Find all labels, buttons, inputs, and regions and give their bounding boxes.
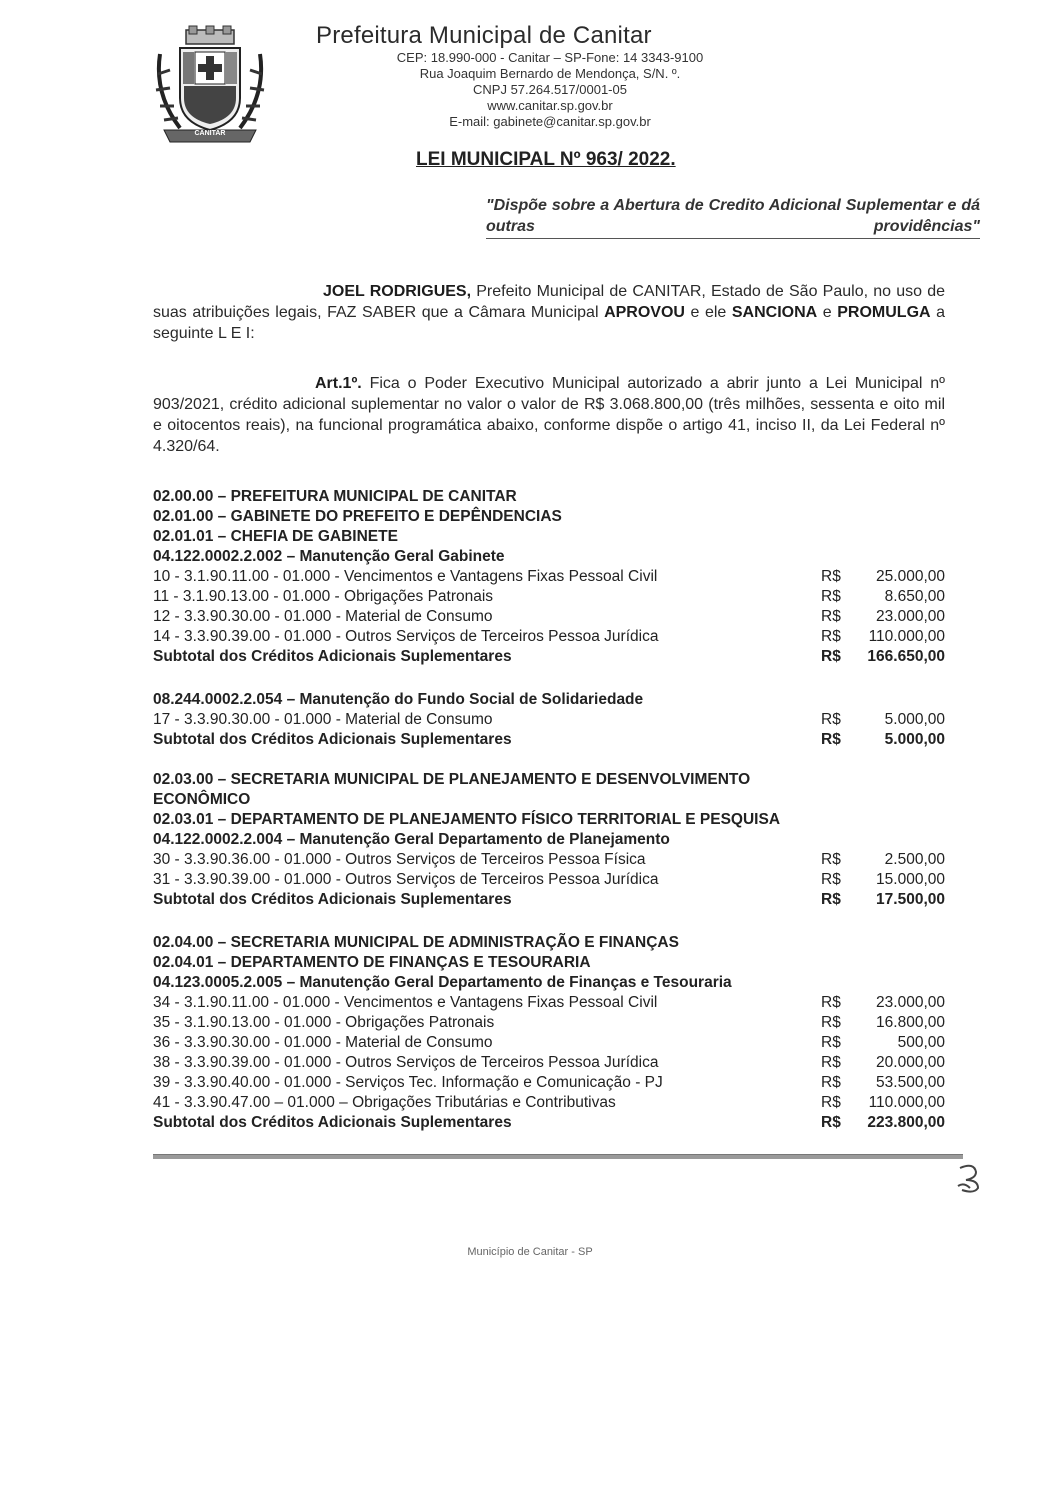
intro-text-4: a seguinte L E I: <box>153 304 946 342</box>
subtotal-value: 166.650,00 <box>867 648 945 665</box>
intro-text-3: e <box>817 304 838 321</box>
subtotal-label: Subtotal dos Créditos Adicionais Suplementares <box>153 1114 512 1131</box>
row-description: 35 - 3.1.90.13.00 - 01.000 - Obrigações Patronais <box>153 1014 495 1031</box>
signature-icon <box>950 1160 986 1196</box>
budget-row <box>153 627 945 647</box>
group-2-heading: 08.244.0002.2.054 – Manutenção do Fundo Social de Solidariedade <box>153 691 644 708</box>
row-value: 23.000,00 <box>876 994 945 1011</box>
group-1-heading: 04.122.0002.2.002 – Manutenção Geral Gabinete <box>153 548 505 565</box>
row-value: 25.000,00 <box>876 568 945 585</box>
page-bottom-divider <box>153 1154 963 1159</box>
article-1-label: Art.1º. <box>315 375 362 392</box>
row-value: 15.000,00 <box>876 871 945 888</box>
group-3-heading: 02.03.01 – DEPARTAMENTO DE PLANEJAMENTO FÍSICO TERRITORIAL E PESQUISA <box>153 811 781 828</box>
initials-mark <box>950 1160 986 1196</box>
row-description: 17 - 3.3.90.30.00 - 01.000 - Material de Consumo <box>153 711 493 728</box>
budget-group-2 <box>153 690 945 750</box>
row-description: 34 - 3.1.90.11.00 - 01.000 - Vencimentos e Vantagens Fixas Pessoal Civil <box>153 994 658 1011</box>
row-currency: R$ <box>821 994 841 1011</box>
intro-text-2: e ele <box>684 304 732 321</box>
subtotal-row <box>153 1113 945 1133</box>
header-address: Rua Joaquim Bernardo de Mendonça, S/N. º. <box>419 66 681 81</box>
intro-text-1: Prefeito Municipal de CANITAR, Estado de São Paulo, no uso de suas atribuições legais, FAZ SABER que a Câmara Municipal <box>153 283 945 321</box>
row-currency: R$ <box>821 608 841 625</box>
row-currency: R$ <box>821 568 841 585</box>
subtotal-label: Subtotal dos Créditos Adicionais Suplementares <box>153 891 512 908</box>
header-cep: CEP: 18.990-000 - Canitar – SP-Fone: 14 3343-9100 <box>396 50 704 65</box>
budget-row <box>153 850 945 870</box>
ementa: "Dispõe sobre a Abertura de Credito Adicional Suplementar e dá outras providências" <box>486 197 980 235</box>
subtotal-value: 223.800,00 <box>867 1114 945 1131</box>
row-value: 23.000,00 <box>876 608 945 625</box>
group-1-heading: 02.01.00 – GABINETE DO PREFEITO E DEPÊNDENCIAS <box>153 508 562 525</box>
budget-group-4 <box>153 933 945 1133</box>
row-currency: R$ <box>821 1114 841 1131</box>
law-title: LEI MUNICIPAL Nº 963/ 2022. <box>416 149 676 170</box>
row-currency: R$ <box>821 891 841 908</box>
budget-row <box>153 870 945 890</box>
budget-group-3 <box>153 770 945 910</box>
row-description: 36 - 3.3.90.30.00 - 01.000 - Material de Consumo <box>153 1034 493 1051</box>
row-currency: R$ <box>821 731 841 748</box>
group-3-heading: 04.122.0002.2.004 – Manutenção Geral Departamento de Planejamento <box>153 831 670 848</box>
group-4-heading: 02.04.00 – SECRETARIA MUNICIPAL DE ADMINISTRAÇÃO E FINANÇAS <box>153 934 679 951</box>
subtotal-label: Subtotal dos Créditos Adicionais Suplementares <box>153 648 512 665</box>
row-currency: R$ <box>821 1014 841 1031</box>
row-currency: R$ <box>821 1094 841 1111</box>
row-currency: R$ <box>821 851 841 868</box>
article-1-text: Fica o Poder Executivo Municipal autorizado a abrir junto a Lei Municipal nº 903/2021, crédito adicional suplementar no valor o valor de R$ 3.068.800,00 (três milhões, sessenta e oito mil e oitocentos reais), na funcional programática abaixo, conforme dispõe o artigo 41, inciso II, da Lei Federal nº 4.320/64. <box>153 375 945 455</box>
budget-row <box>153 1073 945 1093</box>
promulga-word: PROMULGA <box>837 304 931 321</box>
header-cnpj: CNPJ 57.264.517/0001-05 <box>473 82 627 97</box>
header-email: E-mail: gabinete@canitar.sp.gov.br <box>449 114 651 129</box>
row-value: 16.800,00 <box>876 1014 945 1031</box>
coat-of-arms <box>150 24 270 148</box>
row-description: 38 - 3.3.90.39.00 - 01.000 - Outros Serviços de Terceiros Pessoa Jurídica <box>153 1054 659 1071</box>
row-description: 14 - 3.3.90.39.00 - 01.000 - Outros Serviços de Terceiros Pessoa Jurídica <box>153 628 659 645</box>
subtotal-value: 17.500,00 <box>876 891 945 908</box>
budget-row <box>153 1033 945 1053</box>
row-description: 41 - 3.3.90.47.00 – 01.000 – Obrigações Tributárias e Contributivas <box>153 1094 616 1111</box>
header-site: www.canitar.sp.gov.br <box>487 98 613 113</box>
group-1-heading: 02.00.00 – PREFEITURA MUNICIPAL DE CANITAR <box>153 488 517 505</box>
budget-row <box>153 1053 945 1073</box>
coat-of-arms-label: CANITAR <box>194 130 226 137</box>
row-currency: R$ <box>821 871 841 888</box>
row-description: 39 - 3.3.90.40.00 - 01.000 - Serviços Tec. Informação e Comunicação - PJ <box>153 1074 663 1091</box>
row-value: 2.500,00 <box>884 851 945 868</box>
row-description: 11 - 3.1.90.13.00 - 01.000 - Obrigações Patronais <box>153 588 494 605</box>
group-1-heading: 02.01.01 – CHEFIA DE GABINETE <box>153 528 398 545</box>
row-value: 20.000,00 <box>876 1054 945 1071</box>
subtotal-row <box>153 890 945 910</box>
budget-row <box>153 710 945 730</box>
aprovou-word: APROVOU <box>604 304 685 321</box>
intro-paragraph <box>153 281 945 344</box>
row-value: 110.000,00 <box>868 628 945 645</box>
budget-row <box>153 993 945 1013</box>
row-currency: R$ <box>821 711 841 728</box>
budget-row <box>153 587 945 607</box>
row-value: 110.000,00 <box>868 1094 945 1111</box>
row-description: 10 - 3.1.90.11.00 - 01.000 - Vencimentos e Vantagens Fixas Pessoal Civil <box>153 568 658 585</box>
budget-row <box>153 1093 945 1113</box>
row-currency: R$ <box>821 1054 841 1071</box>
budget-row <box>153 1013 945 1033</box>
row-description: 31 - 3.3.90.39.00 - 01.000 - Outros Serviços de Terceiros Pessoa Jurídica <box>153 871 659 888</box>
budget-group-1 <box>153 487 945 667</box>
mayor-name: JOEL RODRIGUES, <box>323 283 472 300</box>
subtotal-label: Subtotal dos Créditos Adicionais Suplementares <box>153 731 512 748</box>
group-4-heading: 04.123.0005.2.005 – Manutenção Geral Departamento de Finanças e Tesouraria <box>153 974 732 991</box>
group-3-heading: 02.03.00 – SECRETARIA MUNICIPAL DE PLANEJAMENTO E DESENVOLVIMENTO <box>153 771 751 788</box>
page-title: Prefeitura Municipal de Canitar <box>316 22 652 49</box>
row-description: 30 - 3.3.90.36.00 - 01.000 - Outros Serviços de Terceiros Pessoa Física <box>153 851 646 868</box>
budget-row <box>153 567 945 587</box>
row-currency: R$ <box>821 588 841 605</box>
row-value: 53.500,00 <box>876 1074 945 1091</box>
sanciona-word: SANCIONA <box>731 304 818 321</box>
ementa-divider <box>486 238 980 239</box>
subtotal-row <box>153 730 945 750</box>
group-3-heading: ECONÔMICO <box>153 791 251 808</box>
article-1 <box>153 373 945 457</box>
page-footer: Município de Canitar - SP <box>467 1246 593 1258</box>
row-currency: R$ <box>821 648 841 665</box>
subtotal-row <box>153 647 945 667</box>
row-value: 5.000,00 <box>884 711 945 728</box>
row-description: 12 - 3.3.90.30.00 - 01.000 - Material de Consumo <box>153 608 493 625</box>
row-currency: R$ <box>821 628 841 645</box>
group-4-heading: 02.04.01 – DEPARTAMENTO DE FINANÇAS E TESOURARIA <box>153 954 591 971</box>
budget-row <box>153 607 945 627</box>
row-currency: R$ <box>821 1034 841 1051</box>
row-value: 500,00 <box>897 1034 945 1051</box>
row-value: 8.650,00 <box>884 588 945 605</box>
subtotal-value: 5.000,00 <box>884 731 945 748</box>
row-currency: R$ <box>821 1074 841 1091</box>
